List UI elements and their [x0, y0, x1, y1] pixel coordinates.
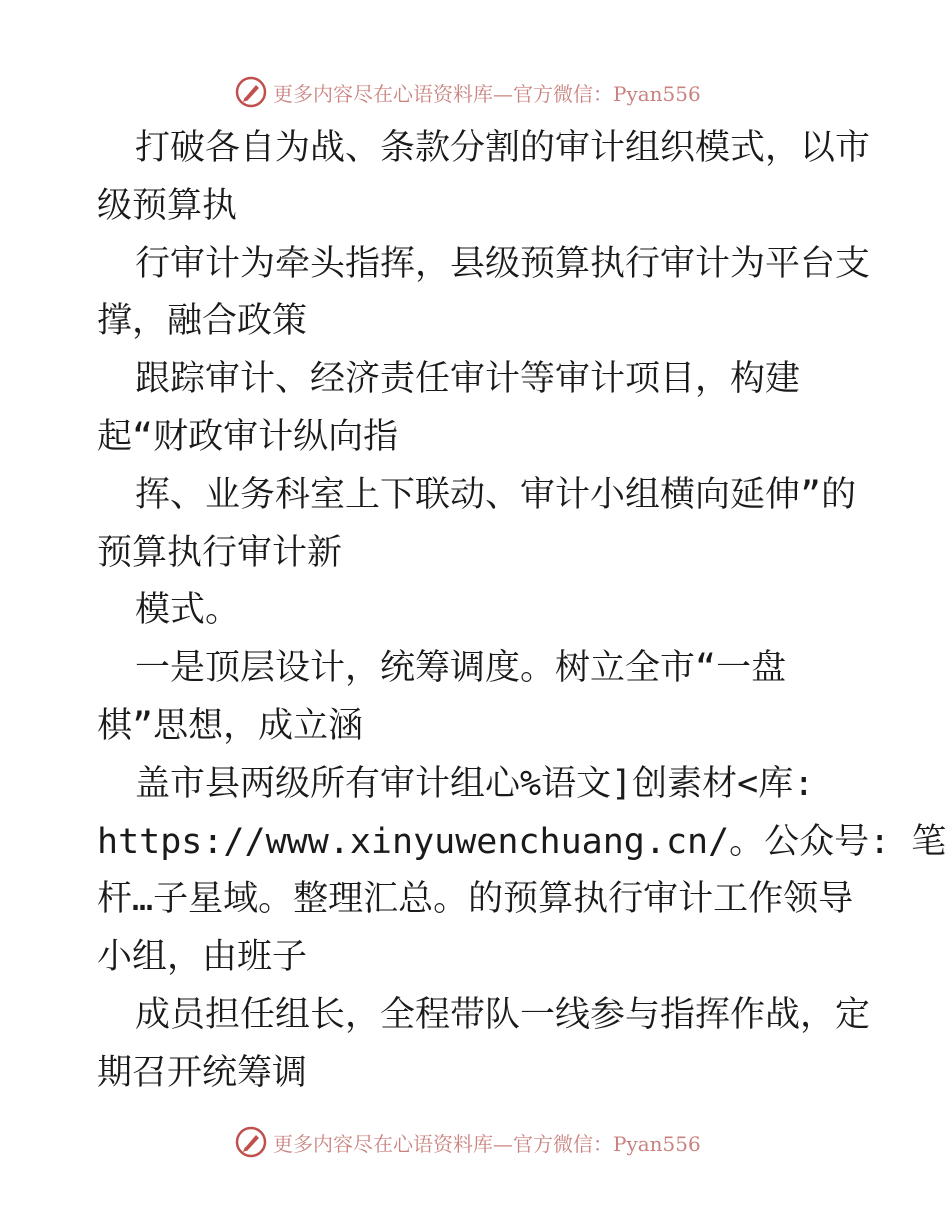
text-line: 杆…子星域。整理汇总。的预算执行审计工作领导: [97, 879, 854, 920]
text-line: 棋”思想，成立涵: [97, 705, 364, 746]
text-line: 期召开统筹调: [97, 1052, 308, 1093]
document-body: [97, 120, 947, 1103]
text-line: 预算执行审计新: [97, 532, 343, 573]
text-line: https://www.xinyuwenchuang.cn/。公众号: 笔: [97, 821, 947, 862]
footer-banner-text: 更多内容尽在心语资料库—官方微信：Pyan556: [273, 1131, 701, 1156]
text-line: 级预算执: [97, 185, 238, 226]
text-line: 模式。: [135, 590, 241, 631]
text-line: 撑，融合政策: [97, 301, 308, 342]
text-line: 一是顶层设计，统筹调度。树立全市“一盘: [135, 648, 787, 689]
text-line: 盖市县两级所有审计组心%语文]创素材<库:: [135, 763, 815, 804]
footer-banner: [235, 1122, 701, 1162]
text-line: 成员担任组长，全程带队一线参与指挥作战，定: [135, 994, 871, 1035]
text-line: 起“财政审计纵向指: [97, 416, 399, 457]
text-line: 小组，由班子: [97, 937, 308, 978]
text-line: 打破各自为战、条款分割的审计组织模式，以市: [135, 128, 871, 168]
text-line: 跟踪审计、经济责任审计等审计项目，构建: [135, 359, 801, 400]
pen-seal-icon: [235, 76, 267, 108]
text-line: 行审计为牵头指挥，县级预算执行审计为平台支: [135, 243, 871, 284]
pen-seal-icon: [235, 1126, 267, 1158]
text-line: 挥、业务科室上下联动、审计小组横向延伸”的: [135, 474, 857, 515]
header-banner: [235, 72, 701, 112]
header-banner-text: 更多内容尽在心语资料库—官方微信：Pyan556: [273, 81, 701, 106]
